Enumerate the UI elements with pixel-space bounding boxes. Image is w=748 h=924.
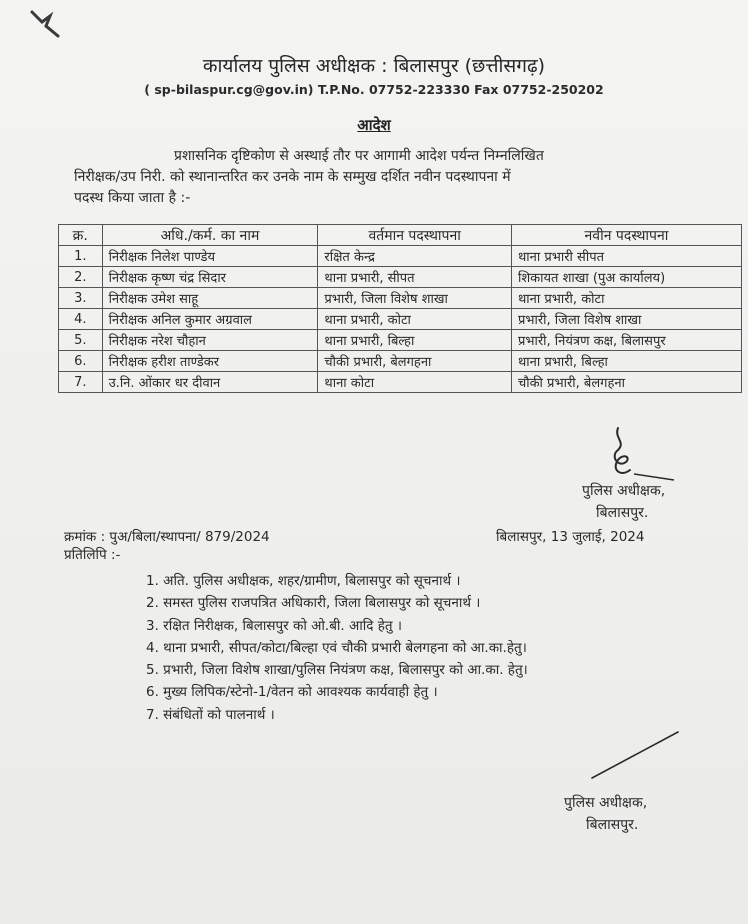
column-header: अधि./कर्म. का नाम [102,225,318,246]
cell-new-posting: शिकायत शाखा (पुअ कार्यालय) [511,267,741,288]
column-header: वर्तमान पदस्थापना [318,225,512,246]
recipient-list [146,570,746,726]
table-row [59,372,742,393]
cell-current-posting: रक्षित केन्द्र [318,246,512,267]
list-item: 4. थाना प्रभारी, सीपत/कोटा/बिल्हा एवं चौकी प्रभारी बेलगहना को आ.का.हेतु। [146,639,527,656]
intro-line: निरीक्षक/उप निरी. को स्थानान्तरित कर उनके नाम के सम्मुख दर्शित नवीन पदस्थापना में [74,169,511,185]
cell-name: निरीक्षक कृष्ण चंद्र सिदार [102,267,318,288]
reference-number: क्रमांक : पुअ/बिला/स्थापना/ 879/2024 [64,529,270,545]
table-row [59,246,742,267]
table-row [59,309,742,330]
cell-new-posting: थाना प्रभारी, बिल्हा [511,351,741,372]
cell-current-posting: थाना कोटा [318,372,512,393]
intro-paragraph [74,146,710,209]
signature-mark [586,726,686,786]
order-title: आदेश [357,116,391,134]
column-header: नवीन पदस्थापना [511,225,741,246]
cell-current-posting: थाना प्रभारी, बिल्हा [318,330,512,351]
cell-sn: 6. [59,351,103,372]
copy-label: प्रतिलिपि :- [64,547,121,563]
corner-ink-mark [28,8,62,40]
list-item: 2. समस्त पुलिस राजपत्रित अधिकारी, जिला बिलासपुर को सूचनार्थ । [146,595,481,612]
cell-name: निरीक्षक नरेश चौहान [102,330,318,351]
cell-name: निरीक्षक हरीश ताण्डेकर [102,351,318,372]
cell-sn: 7. [59,372,103,393]
cell-current-posting: प्रभारी, जिला विशेष शाखा [318,288,512,309]
posting-table [58,224,742,393]
contact-line: ( sp-bilaspur.cg@gov.in) T.P.No. 07752-223330 Fax 07752-250202 [144,82,604,97]
column-header: क्र. [59,225,103,246]
signatory-title: पुलिस अधीक्षक, [564,795,648,811]
list-item: 7. संबंधितों को पालनार्थ । [146,706,275,723]
signatory-place: बिलासपुर. [586,817,639,833]
table-header-row [59,225,742,246]
cell-current-posting: थाना प्रभारी, कोटा [318,309,512,330]
intro-line: पदस्थ किया जाता है :- [74,190,191,206]
cell-name: निरीक्षक निलेश पाण्डेय [102,246,318,267]
table-row [59,351,742,372]
signature-mark [604,424,694,484]
cell-name: उ.नि. ओंकार धर दीवान [102,372,318,393]
table-row [59,330,742,351]
intro-line: प्रशासनिक दृष्टिकोण से अस्थाई तौर पर आगामी आदेश पर्यन्त निम्नलिखित [174,148,544,164]
cell-new-posting: थाना प्रभारी, कोटा [511,288,741,309]
cell-current-posting: चौकी प्रभारी, बेलगहना [318,351,512,372]
order-date: बिलासपुर, 13 जुलाई, 2024 [496,529,645,545]
cell-current-posting: थाना प्रभारी, सीपत [318,267,512,288]
cell-new-posting: प्रभारी, जिला विशेष शाखा [511,309,741,330]
cell-name: निरीक्षक अनिल कुमार अग्रवाल [102,309,318,330]
cell-new-posting: चौकी प्रभारी, बेलगहना [511,372,741,393]
cell-sn: 3. [59,288,103,309]
cell-sn: 4. [59,309,103,330]
list-item: 3. रक्षित निरीक्षक, बिलासपुर को ओ.बी. आदि हेतु । [146,617,403,634]
cell-name: निरीक्षक उमेश साहू [102,288,318,309]
list-item: 5. प्रभारी, जिला विशेष शाखा/पुलिस नियंत्रण कक्ष, बिलासपुर को आ.का. हेतु। [146,662,528,679]
cell-sn: 1. [59,246,103,267]
list-item: 1. अति. पुलिस अधीक्षक, शहर/ग्रामीण, बिलासपुर को सूचनार्थ । [146,573,461,589]
cell-sn: 2. [59,267,103,288]
list-item: 6. मुख्य लिपिक/स्टेनो-1/वेतन को आवश्यक कार्यवाही हेतु । [146,684,438,701]
table-row [59,288,742,309]
signatory-title: पुलिस अधीक्षक, [582,483,666,499]
signatory-place: बिलासपुर. [596,505,649,521]
cell-new-posting: थाना प्रभारी सीपत [511,246,741,267]
cell-new-posting: प्रभारी, नियंत्रण कक्ष, बिलासपुर [511,330,741,351]
office-title: कार्यालय पुलिस अधीक्षक : बिलासपुर (छत्तीसगढ़) [202,55,546,77]
cell-sn: 5. [59,330,103,351]
table-row [59,267,742,288]
